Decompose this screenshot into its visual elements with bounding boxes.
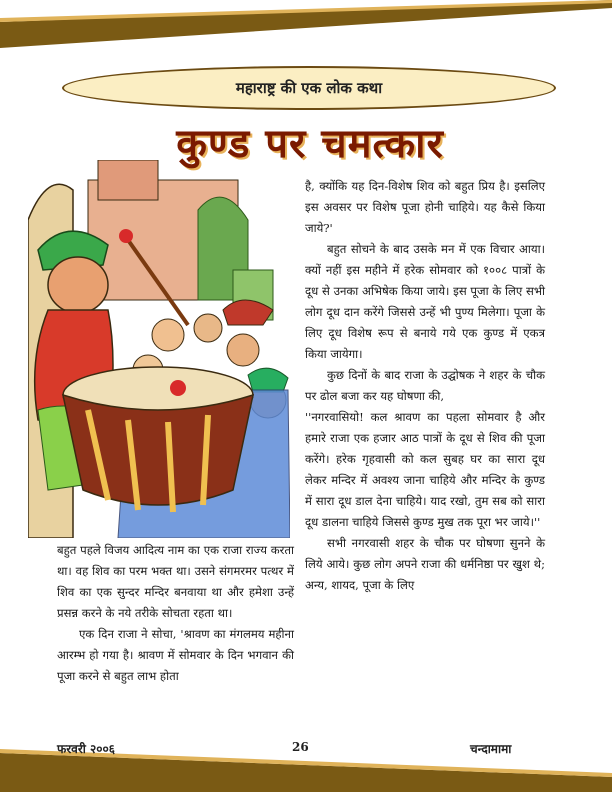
paragraph: कुछ दिनों के बाद राजा के उद्घोषक ने शहर के चौक पर ढोल बजा कर यह घोषणा की, (305, 368, 545, 403)
right-column (305, 176, 545, 596)
paragraph: बहुत पहले विजय आदित्य नाम का एक राजा राज्य करता था। वह शिव का परम भक्त था। उसने संगमरमर पत्थर में शिव का एक सुन्दर मन्दिर बनवाया था और हमेशा उन्हें प्रसन्न करने के नये तरीके सोचता रहता था। (57, 543, 294, 620)
top-decorative-band (0, 0, 612, 48)
page-number: 26 (292, 740, 309, 754)
story-illustration (28, 160, 290, 538)
quoted-paragraph: ''नगरवासियो! कल श्रावण का पहला सोमवार है और हमारे राजा एक हजार आठ पात्रों के दूध से शिव की पूजा करेंगे। हरेक गृहवासी को कल सुबह घर का सारा दूध लेकर मन्दिर में अवश्य जाना चाहिये और मन्दिर के कुण्ड में सारा दूध डाल देना चाहिये। याद रखो, तुम सब को सारा दूध डालना चाहिये जिससे कुण्ड मुख तक पूरा भर जाये।'' (305, 410, 545, 529)
magazine-name: चन्दामामा (470, 742, 512, 756)
footer-date: फरवरी २००६ (57, 742, 115, 756)
paragraph: सभी नगरवासी शहर के चौक पर घोषणा सुनने के लिये आये। कुछ लोग अपने राजा की धर्मनिष्ठा पर खुश थे; अन्य, शायद, पूजा के लिए (305, 536, 545, 592)
paragraph: बहुत सोचने के बाद उसके मन में एक विचार आया। क्यों नहीं इस महीने में हरेक सोमवार को १००८ पात्रों के दूध से उनका अभिषेक किया जाये। इस पूजा के लिए सभी लोग दूध दान करेंगे जिससे उन्हें भी पुण्य मिलेगा। पूजा के लिए दूध विशेष रूप से बनाये गये एक कुण्ड में एकत्र किया जायेगा। (305, 242, 545, 361)
paragraph: एक दिन राजा ने सोचा, 'श्रावण का मंगलमय महीना आरम्भ हो गया है। श्रावण में सोमवार के दिन भगवान की पूजा करने से बहुत लाभ होता (57, 627, 294, 683)
subtitle-banner (62, 66, 556, 110)
story-title: कुण्ड पर चमत्कार (176, 121, 444, 167)
paragraph: है, क्योंकि यह दिन-विशेष शिव को बहुत प्रिय है। इसलिए इस अवसर पर विशेष पूजा होनी चाहिये। यह कैसे किया जाये?' (305, 179, 545, 235)
left-column (57, 540, 294, 687)
subtitle-text: महाराष्ट्र की एक लोक कथा (235, 79, 383, 97)
